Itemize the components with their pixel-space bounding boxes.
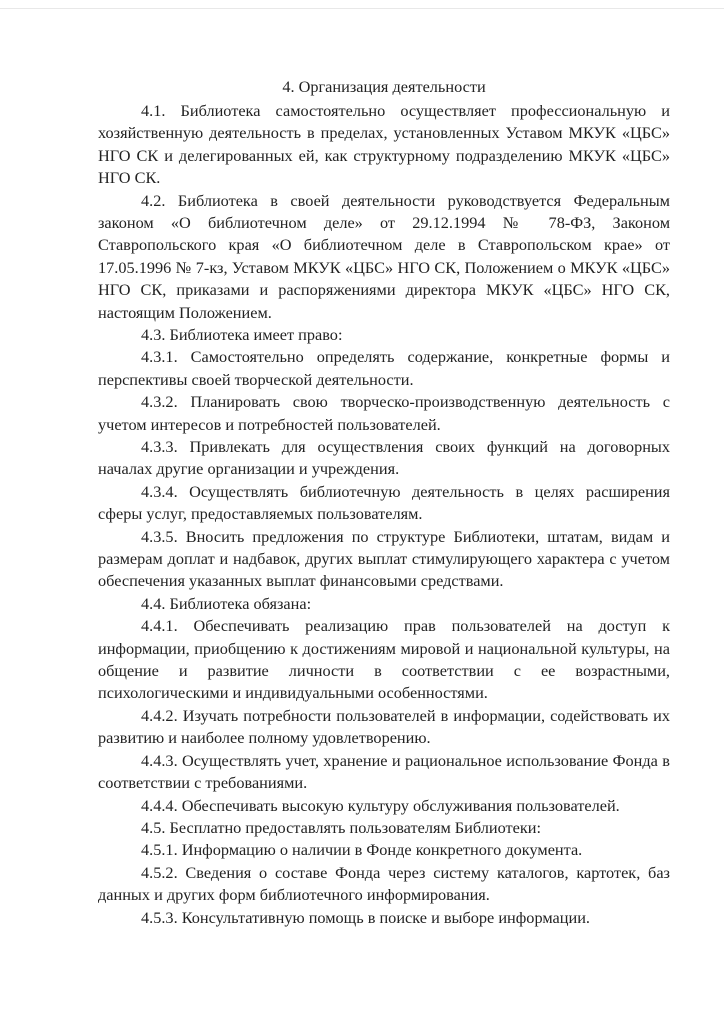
paragraph-4-2: 4.2. Библиотека в своей деятельности руководствуется Федеральным законом «О библиотечном деле» от 29.12.1994 № 78-ФЗ, Законом Ставропольского края «О библиотечном деле в Ставропольском крае» от 17.05.1996 № 7-кз, Уставом МКУК «ЦБС» НГО СК, Положением о МКУК «ЦБС» НГО СК, приказами и распоряжениями директора МКУК «ЦБС» НГО СК, настоящим Положением. — [98, 190, 670, 322]
paragraph-4-3-4: 4.3.4. Осуществлять библиотечную деятельность в целях расширения сферы услуг, предоставляемых пользователям. — [98, 481, 670, 524]
document-page — [98, 76, 670, 929]
paragraph-4-4-2: 4.4.2. Изучать потребности пользователей в информации, содействовать их развитию и наиболее полному удовлетворению. — [98, 705, 670, 748]
paragraph-4-3-5: 4.3.5. Вносить предложения по структуре Библиотеки, штатам, видам и размерам доплат и надбавок, других выплат стимулирующего характера с учетом обеспечения указанных выплат финансовыми средствами. — [98, 526, 670, 591]
paragraph-4-3-2: 4.3.2. Планировать свою творческо-производственную деятельность с учетом интересов и потребностей пользователей. — [98, 392, 670, 434]
paragraph-4-1: 4.1. Библиотека самостоятельно осуществляет профессиональную и хозяйственную деятельность в пределах, установленных Уставом МКУК «ЦБС» НГО СК и делегированных ей, как структурному подразделению МКУК «ЦБС» НГО СК. — [98, 100, 670, 188]
scan-top-edge — [0, 8, 724, 9]
paragraph-4-5-3: 4.5.3. Консультативную помощь в поиске и выборе информации. — [141, 907, 590, 927]
paragraph-4-4: 4.4. Библиотека обязана: — [141, 593, 312, 613]
paragraph-4-5-2: 4.5.2. Сведения о составе Фонда через систему каталогов, картотек, баз данных и других форм библиотечного информирования. — [98, 862, 670, 905]
paragraph-4-5: 4.5. Бесплатно предоставлять пользователям Библиотеки: — [141, 817, 542, 837]
paragraph-4-3-3: 4.3.3. Привлекать для осуществления своих функций на договорных началах другие организации и учреждения. — [98, 437, 670, 479]
paragraph-4-3-1: 4.3.1. Самостоятельно определять содержание, конкретные формы и перспективы своей творческой деятельности. — [98, 347, 670, 389]
paragraph-4-5-1: 4.5.1. Информацию о наличии в Фонде конкретного документа. — [141, 840, 583, 860]
paragraph-4-4-1: 4.4.1. Обеспечивать реализацию прав пользователей на доступ к информации, приобщению к достижениям мировой и национальной культуры, на общение и развитие личности в соответствии с ее возрастными, психологическими и индивидуальными особенностями. — [98, 616, 670, 703]
paragraph-4-3: 4.3. Библиотека имеет право: — [141, 324, 343, 344]
section-heading: 4. Организация деятельности — [282, 77, 486, 96]
paragraph-4-4-4: 4.4.4. Обеспечивать высокую культуру обслуживания пользователей. — [141, 795, 620, 815]
paragraph-4-4-3: 4.4.3. Осуществлять учет, хранение и рациональное использование Фонда в соответствии с требованиями. — [98, 750, 670, 793]
